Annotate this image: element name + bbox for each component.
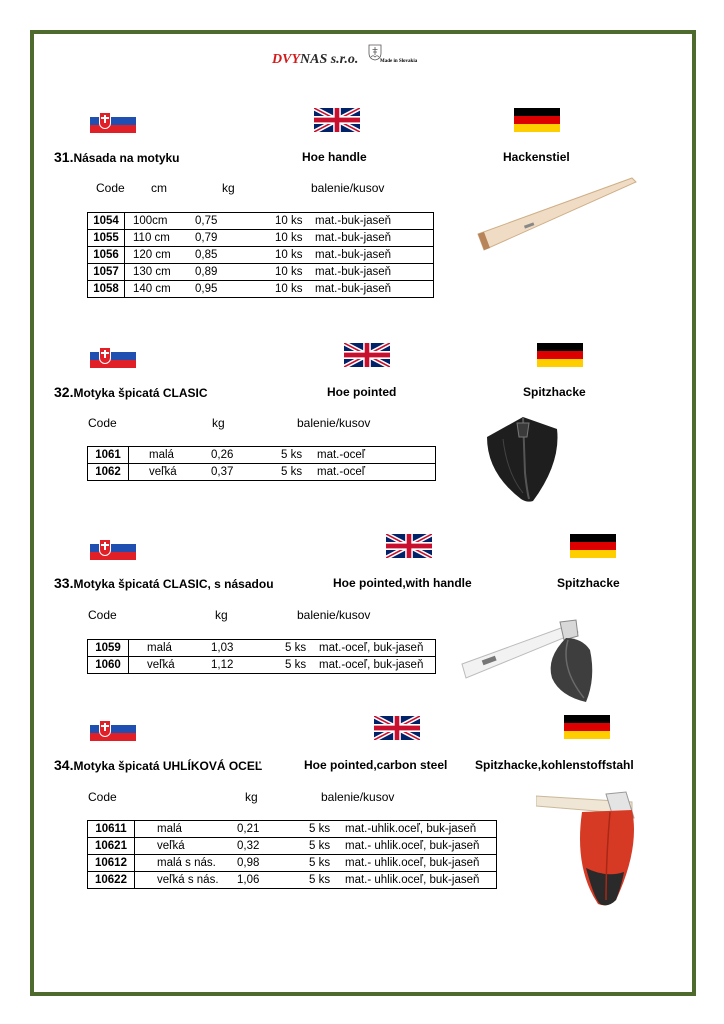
section-32-title-de: Spitzhacke	[523, 385, 586, 399]
product-code: 10612	[88, 855, 135, 872]
german-flag-icon	[570, 534, 616, 558]
hoe-with-handle-image	[460, 618, 600, 704]
product-table-34	[87, 820, 497, 889]
table-row: 1054 100cm 0,75 10 ks mat.-buk-jaseň	[88, 213, 434, 230]
table-row: 10612 malá s nás. 0,98 5 ks mat.- uhlik.oceľ, buk-jaseň	[88, 855, 497, 872]
table-row: 1055 110 cm 0,79 10 ks mat.-buk-jaseň	[88, 230, 434, 247]
uk-flag-icon	[374, 716, 420, 740]
german-flag-icon	[514, 108, 560, 132]
german-flag-icon	[537, 343, 583, 367]
product-code: 1060	[88, 657, 129, 674]
table-row: 1060 veľká 1,12 5 ks mat.-oceľ, buk-jaseň	[88, 657, 436, 674]
section-34-title-sk: 34.Motyka špicatá UHLÍKOVÁ OCEĽ	[54, 757, 263, 773]
slovak-flag-icon	[90, 536, 136, 560]
slovak-flag-icon	[90, 344, 136, 368]
uk-flag-icon	[386, 534, 432, 558]
column-header-kg: kg	[212, 416, 225, 430]
section-31-title-sk: 31.Násada na motyku	[54, 149, 180, 165]
section-33-title-en: Hoe pointed,with handle	[333, 576, 472, 590]
section-33-title-de: Spitzhacke	[557, 576, 620, 590]
section-34-title-en: Hoe pointed,carbon steel	[304, 758, 448, 772]
product-code: 10621	[88, 838, 135, 855]
carbon-steel-hoe-image	[536, 788, 652, 910]
table-row: 1061 malá 0,26 5 ks mat.-oceľ	[88, 447, 436, 464]
section-32-title-en: Hoe pointed	[327, 385, 397, 399]
brand-name: DVYNAS s.r.o.	[272, 52, 359, 67]
product-code: 1057	[88, 264, 125, 281]
uk-flag-icon	[314, 108, 360, 132]
brand-tagline: Made in Slovakia	[380, 59, 418, 64]
product-table-32	[87, 446, 436, 481]
pointed-hoe-image	[483, 413, 563, 505]
product-code: 1056	[88, 247, 125, 264]
table-row: 10621 veľká 0,32 5 ks mat.- uhlik.oceľ, buk-jaseň	[88, 838, 497, 855]
product-code: 1055	[88, 230, 125, 247]
product-code: 10611	[88, 821, 135, 838]
product-code: 1054	[88, 213, 125, 230]
column-header-packaging: balenie/kusov	[297, 608, 371, 622]
uk-flag-icon	[344, 343, 390, 367]
column-header-code: Code	[88, 790, 117, 804]
column-header-code: Code	[88, 608, 117, 622]
table-row: 10611 malá 0,21 5 ks mat.-uhlik.oceľ, buk-jaseň	[88, 821, 497, 838]
section-31-title-de: Hackenstiel	[503, 150, 570, 164]
table-row: 1056 120 cm 0,85 10 ks mat.-buk-jaseň	[88, 247, 434, 264]
column-header-code: Code	[88, 416, 117, 430]
section-31-title-en: Hoe handle	[302, 150, 367, 164]
slovak-flag-icon	[90, 717, 136, 741]
product-code: 1058	[88, 281, 125, 298]
slovak-flag-icon	[90, 109, 136, 133]
german-flag-icon	[564, 715, 610, 739]
product-table-33	[87, 639, 436, 674]
product-table-31	[87, 212, 434, 298]
table-row: 1057 130 cm 0,89 10 ks mat.-buk-jaseň	[88, 264, 434, 281]
product-code: 1059	[88, 640, 129, 657]
column-header-kg: kg	[222, 181, 235, 195]
column-header-cm: cm	[151, 181, 167, 195]
table-row: 1059 malá 1,03 5 ks mat.-oceľ, buk-jaseň	[88, 640, 436, 657]
wooden-handle-image	[474, 172, 640, 254]
section-33-title-sk: 33.Motyka špicatá CLASIC, s násadou	[54, 575, 274, 591]
table-row: 1062 veľká 0,37 5 ks mat.-oceľ	[88, 464, 436, 481]
column-header-kg: kg	[215, 608, 228, 622]
product-code: 1062	[88, 464, 129, 481]
column-header-kg: kg	[245, 790, 258, 804]
column-header-code: Code	[96, 181, 125, 195]
column-header-packaging: balenie/kusov	[321, 790, 395, 804]
column-header-packaging: balenie/kusov	[311, 181, 385, 195]
section-34-title-de: Spitzhacke,kohlenstoffstahl	[475, 758, 634, 772]
product-code: 10622	[88, 872, 135, 889]
section-32-title-sk: 32.Motyka špicatá CLASIC	[54, 384, 208, 400]
column-header-packaging: balenie/kusov	[297, 416, 371, 430]
table-row: 10622 veľká s nás. 1,06 5 ks mat.- uhlik.oceľ, buk-jaseň	[88, 872, 497, 889]
table-row: 1058 140 cm 0,95 10 ks mat.-buk-jaseň	[88, 281, 434, 298]
product-code: 1061	[88, 447, 129, 464]
